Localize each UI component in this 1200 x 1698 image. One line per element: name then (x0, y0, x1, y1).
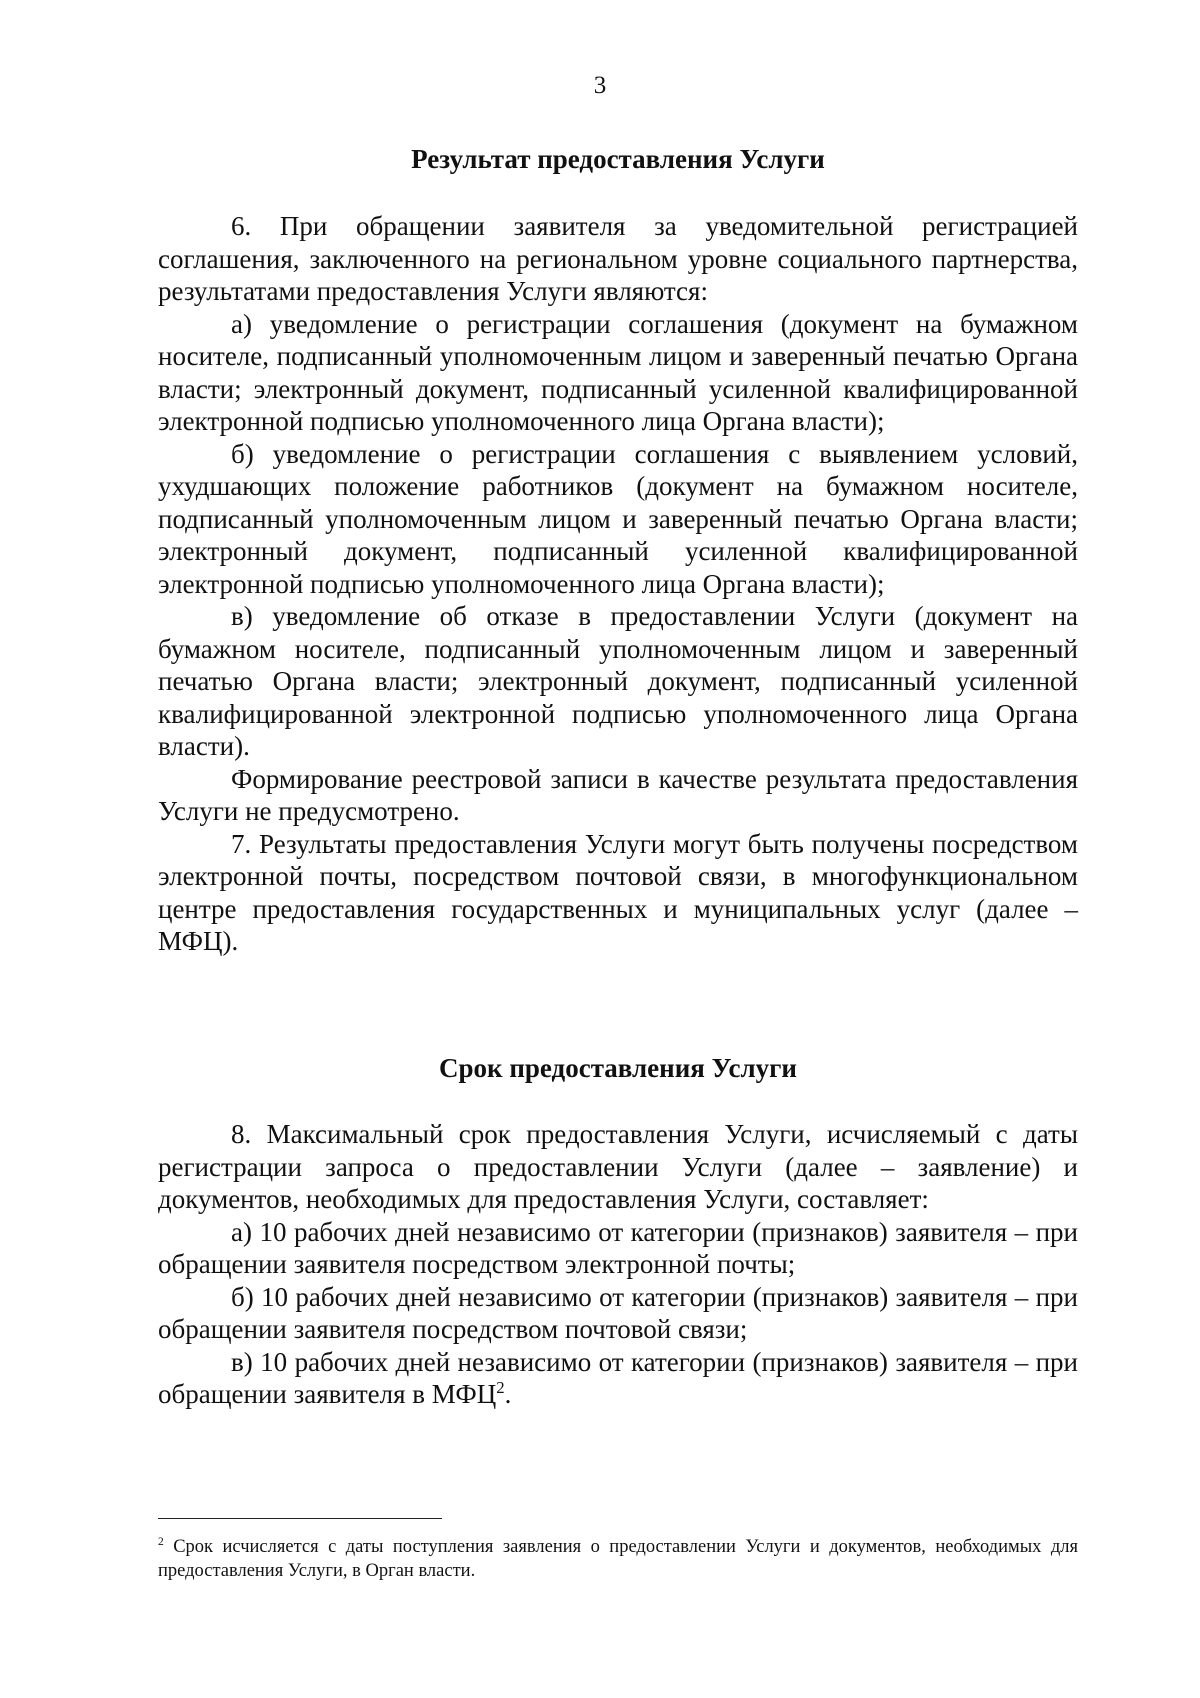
paragraph-7: 7. Результаты предоставления Услуги могут быть получены посредством электронной почты, посредством почтовой связи, в многофункциональном центре предоставления государственных и муниципальных услуг (далее – МФЦ). (158, 828, 1078, 956)
paragraph-6a: а) уведомление о регистрации соглашения (документ на бумажном носителе, подписанный уполномоченным лицом и заверенный печатью Органа власти; электронный документ, подписанный усиленной квалифицированной электронной подписью уполномоченного лица Органа власти); (158, 308, 1078, 436)
footnote-marker: 2 (158, 1535, 164, 1548)
footnote-text: Срок исчисляется с даты поступления заявления о предоставлении Услуги и документов, необходимых для предоставления Услуги, в Орган власти. (158, 1537, 1078, 1581)
section-title-result: Результат предоставления Услуги (411, 144, 825, 174)
footnote (158, 1535, 1078, 1583)
paragraph-6b: б) уведомление о регистрации соглашения с выявлением условий, ухудшающих положение работников (документ на бумажном носителе, подписанный уполномоченным лицом и заверенный печатью Органа власти; электронный документ, подписанный усиленной квалифицированной электронной подписью уполномоченного лица Органа власти); (158, 438, 1078, 599)
paragraph-8b: б) 10 рабочих дней независимо от категории (признаков) заявителя – при обращении заявителя посредством почтовой связи; (158, 1281, 1078, 1344)
paragraph-8: 8. Максимальный срок предоставления Услуги, исчисляемый с даты регистрации запроса о предоставлении Услуги (далее – заявление) и документов, необходимых для предоставления Услуги, составляет: (158, 1119, 1078, 1214)
section-title-term: Срок предоставления Услуги (439, 1053, 797, 1083)
paragraph-8v-text: в) 10 рабочих дней независимо от категории (признаков) заявителя – при обращении заявителя в МФЦ (158, 1346, 1078, 1409)
page-number: 3 (593, 72, 607, 99)
paragraph-8v (158, 1346, 1078, 1411)
paragraph-6: 6. При обращении заявителя за уведомительной регистрацией соглашения, заключенного на региональном уровне социального партнерства, результатами предоставления Услуги являются: (158, 211, 1078, 306)
paragraph-8a: а) 10 рабочих дней независимо от категории (признаков) заявителя – при обращении заявителя посредством электронной почты; (158, 1216, 1078, 1279)
section-body-term (158, 1118, 1078, 1411)
section-body-result (158, 210, 1078, 958)
footnote-separator (158, 1518, 442, 1519)
paragraph-registry: Формирование реестровой записи в качестве результата предоставления Услуги не предусмотрено. (158, 763, 1078, 826)
footnote-reference[interactable]: 2 (496, 1378, 505, 1397)
paragraph-8v-end: . (504, 1379, 512, 1409)
paragraph-6v: в) уведомление об отказе в предоставлении Услуги (документ на бумажном носителе, подписанный уполномоченным лицом и заверенный печатью Органа власти; электронный документ, подписанный усиленной квалифицированной электронной подписью уполномоченного лица Органа власти). (158, 601, 1078, 761)
